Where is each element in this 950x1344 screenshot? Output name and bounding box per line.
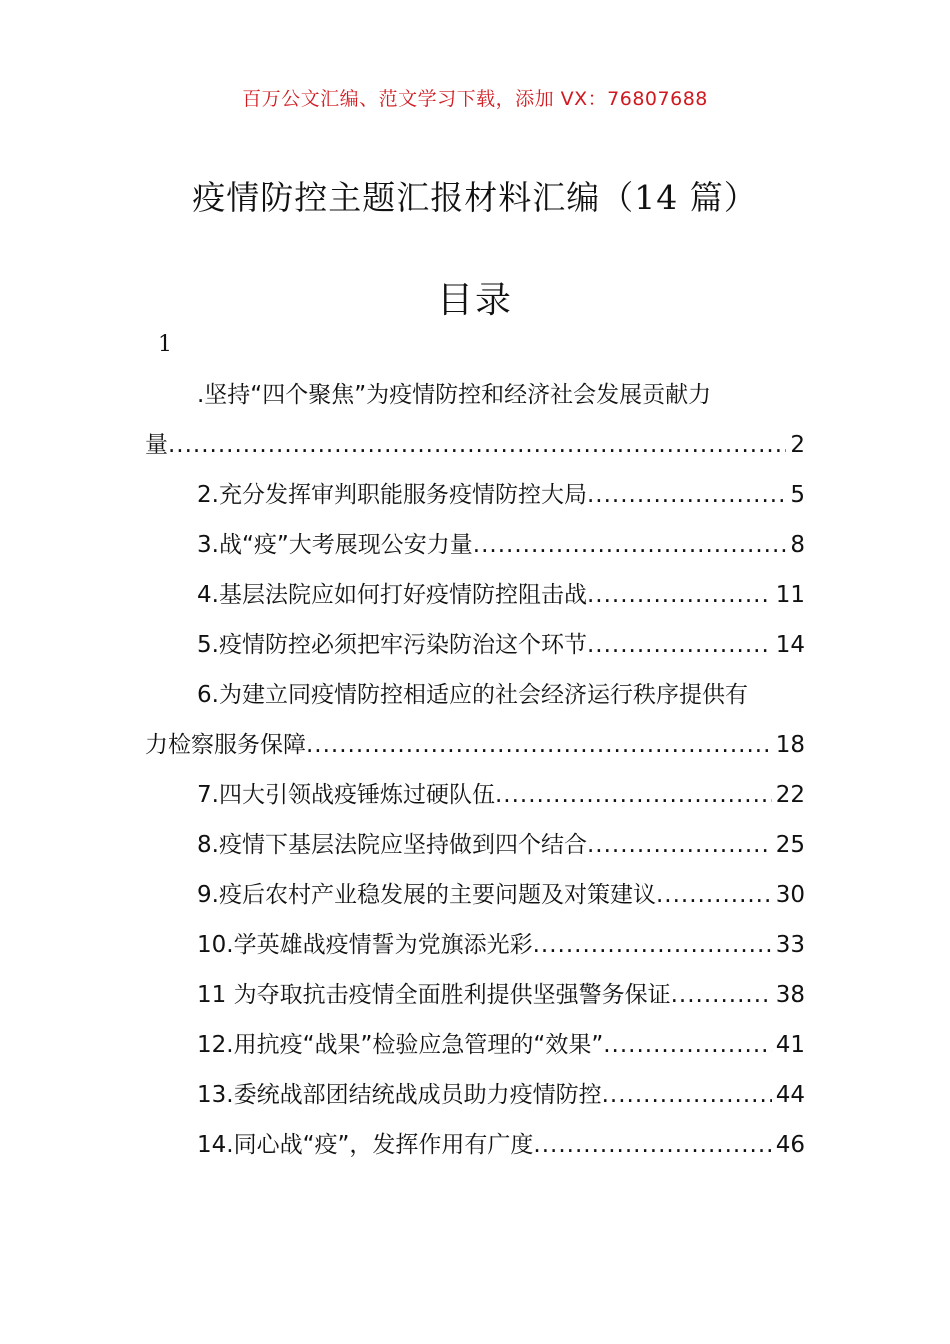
title-main: 疫情防控主题汇报材料汇编（ <box>192 178 635 217</box>
toc-item-14-page: 46 <box>775 1132 805 1158</box>
toc-heading: 目录 <box>436 280 513 321</box>
leader-dots <box>587 620 772 670</box>
leader-dots <box>603 1020 771 1070</box>
toc-item-12-page: 41 <box>775 1032 805 1058</box>
toc-item-6-page: 18 <box>775 732 805 758</box>
toc-item-9-text: 9.疫后农村产业稳发展的主要问题及对策建议 <box>197 882 656 908</box>
toc-item-6-line2[interactable] <box>145 720 805 770</box>
toc-item-1-text: .坚持“四个聚焦”为疫情防控和经济社会发展贡献力 <box>197 382 712 408</box>
toc-item-6-text: 6.为建立同疫情防控相适应的社会经济运行秩序提供有 <box>197 682 748 708</box>
leader-dots <box>168 420 786 470</box>
leader-dots <box>306 720 772 770</box>
toc-item-2-text: 2.充分发挥审判职能服务疫情防控大局 <box>197 482 587 508</box>
toc-item-14-text: 14.同心战“疫”，发挥作用有广度 <box>197 1132 534 1158</box>
toc-item-8[interactable] <box>145 820 805 870</box>
toc-item-3[interactable] <box>145 520 805 570</box>
leader-dots <box>495 770 772 820</box>
leader-dots <box>671 970 772 1020</box>
document-title <box>0 172 950 219</box>
title-end: 篇） <box>678 178 758 217</box>
leader-dots <box>473 520 787 570</box>
leader-dots <box>587 820 772 870</box>
toc-item-9[interactable] <box>145 870 805 920</box>
leader-dots <box>602 1070 772 1120</box>
toc-item-11[interactable] <box>145 970 805 1020</box>
toc-item-7[interactable] <box>145 770 805 820</box>
table-of-contents <box>145 370 805 1170</box>
toc-item-4-page: 11 <box>775 582 805 608</box>
toc-item-12-text: 12.用抗疫“战果”检验应急管理的“效果” <box>197 1032 604 1058</box>
stray-number: 1 <box>158 332 172 357</box>
toc-item-12[interactable] <box>145 1020 805 1070</box>
toc-item-10-text: 10.学英雄战疫情誓为党旗添光彩 <box>197 932 533 958</box>
toc-item-3-page: 8 <box>790 532 805 558</box>
toc-item-1-line2[interactable] <box>145 420 805 470</box>
toc-item-8-page: 25 <box>775 832 805 858</box>
leader-dots <box>533 920 772 970</box>
toc-item-7-text: 7.四大引领战疫锤炼过硬队伍 <box>197 782 495 808</box>
promo-header: 百万公文汇编、范文学习下载，添加 VX：76807688 <box>242 88 708 110</box>
toc-item-1-line1[interactable] <box>145 370 805 420</box>
toc-item-1-page: 2 <box>790 432 805 458</box>
toc-item-1-cont: 量 <box>145 432 168 458</box>
toc-item-5-page: 14 <box>775 632 805 658</box>
toc-item-8-text: 8.疫情下基层法院应坚持做到四个结合 <box>197 832 587 858</box>
toc-item-11-text: 11 为夺取抗击疫情全面胜利提供坚强警务保证 <box>197 982 671 1008</box>
toc-item-13-text: 13.委统战部团结统战成员助力疫情防控 <box>197 1082 602 1108</box>
leader-dots <box>587 570 772 620</box>
toc-item-5[interactable] <box>145 620 805 670</box>
toc-item-2[interactable] <box>145 470 805 520</box>
toc-item-2-page: 5 <box>790 482 805 508</box>
toc-item-3-text: 3.战“疫”大考展现公安力量 <box>197 532 473 558</box>
toc-item-9-page: 30 <box>775 882 805 908</box>
toc-item-6-cont: 力检察服务保障 <box>145 732 306 758</box>
toc-item-13[interactable] <box>145 1070 805 1120</box>
toc-item-13-page: 44 <box>775 1082 805 1108</box>
toc-item-4[interactable] <box>145 570 805 620</box>
toc-item-6-line1[interactable] <box>145 670 805 720</box>
title-number: 14 <box>634 178 679 217</box>
toc-item-14[interactable] <box>145 1120 805 1170</box>
leader-dots <box>533 1120 771 1170</box>
toc-item-10[interactable] <box>145 920 805 970</box>
leader-dots <box>587 470 786 520</box>
toc-item-4-text: 4.基层法院应如何打好疫情防控阻击战 <box>197 582 587 608</box>
leader-dots <box>656 870 772 920</box>
toc-item-10-page: 33 <box>775 932 805 958</box>
toc-item-7-page: 22 <box>775 782 805 808</box>
toc-item-11-page: 38 <box>775 982 805 1008</box>
toc-item-5-text: 5.疫情防控必须把牢污染防治这个环节 <box>197 632 587 658</box>
